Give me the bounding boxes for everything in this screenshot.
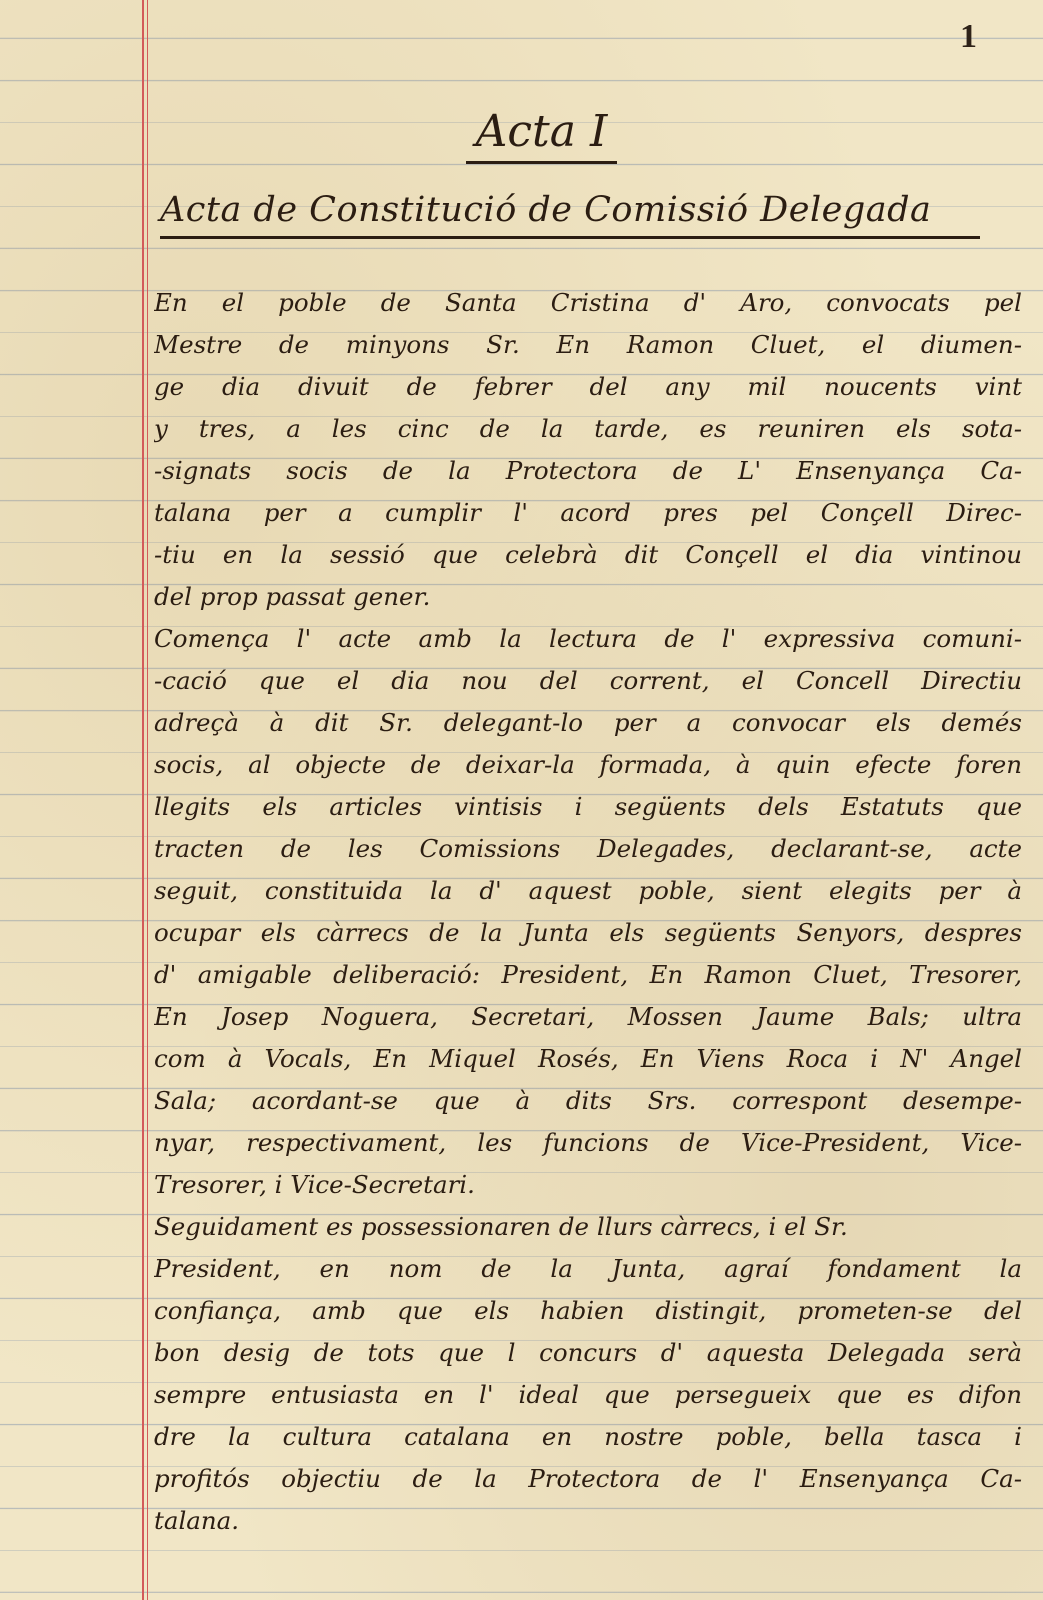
text-line: del prop passat gener. bbox=[154, 582, 431, 611]
text-line: President, en nom de la Junta, agraí fondament la bbox=[154, 1254, 1022, 1283]
text-line: En el poble de Santa Cristina d' Aro, convocats pel bbox=[154, 288, 1022, 317]
text-line: Seguidament es possessionaren de llurs càrrecs, i el Sr. bbox=[154, 1212, 848, 1241]
text-line: bon desig de tots que l concurs d' aquesta Delegada serà bbox=[154, 1338, 1022, 1367]
text-line: seguit, constituida la d' aquest poble, sient elegits per à bbox=[154, 876, 1022, 905]
text-line: com à Vocals, En Miquel Rosés, En Viens Roca i N' Angel bbox=[154, 1044, 1022, 1073]
page-title-text: Acta I bbox=[466, 106, 618, 164]
text-line: Tresorer, i Vice-Secretari. bbox=[154, 1170, 475, 1199]
text-line: tracten de les Comissions Delegades, declarant-se, acte bbox=[154, 834, 1022, 863]
text-line: talana per a cumplir l' acord pres pel Conçell Direc- bbox=[154, 498, 1022, 527]
text-line: adreçà à dit Sr. delegant-lo per a convocar els demés bbox=[154, 708, 1022, 737]
text-line: -signats socis de la Protectora de L' Ensenyança Ca- bbox=[154, 456, 1022, 485]
text-line: nyar, respectivament, les funcions de Vice-President, Vice- bbox=[154, 1128, 1022, 1157]
text-line: profitós objectiu de la Protectora de l' Ensenyança Ca- bbox=[154, 1464, 1022, 1493]
page-number: 1 bbox=[960, 18, 977, 55]
text-line: Sala; acordant-se que à dits Srs. correspont desempe- bbox=[154, 1086, 1022, 1115]
text-line: Comença l' acte amb la lectura de l' expressiva comuni- bbox=[154, 624, 1022, 653]
text-line: confiança, amb que els habien distingit, prometen-se del bbox=[154, 1296, 1022, 1325]
page-subtitle: Acta de Constitució de Comissió Delegada bbox=[160, 190, 980, 239]
text-line: d' amigable deliberació: President, En Ramon Cluet, Tresorer, bbox=[154, 960, 1022, 989]
text-line: sempre entusiasta en l' ideal que persegueix que es difon bbox=[154, 1380, 1022, 1409]
text-line: -cació que el dia nou del corrent, el Concell Directiu bbox=[154, 666, 1022, 695]
text-line: llegits els articles vintisis i següents dels Estatuts que bbox=[154, 792, 1022, 821]
text-line: socis, al objecte de deixar-la formada, à quin efecte foren bbox=[154, 750, 1022, 779]
handwritten-body bbox=[154, 282, 1022, 1542]
text-line: -tiu en la sessió que celebrà dit Conçell el dia vintinou bbox=[154, 540, 1022, 569]
text-line: dre la cultura catalana en nostre poble, bella tasca i bbox=[154, 1422, 1022, 1451]
page-title bbox=[0, 106, 1043, 164]
text-line: En Josep Noguera, Secretari, Mossen Jaume Bals; ultra bbox=[154, 1002, 1022, 1031]
margin-line bbox=[142, 0, 144, 1600]
text-line: Mestre de minyons Sr. En Ramon Cluet, el diumen- bbox=[154, 330, 1022, 359]
text-line: ge dia divuit de febrer del any mil noucents vint bbox=[154, 372, 1022, 401]
text-line: y tres, a les cinc de la tarde, es reuniren els sota- bbox=[154, 414, 1022, 443]
text-line: ocupar els càrrecs de la Junta els següents Senyors, despres bbox=[154, 918, 1022, 947]
margin-line-inner bbox=[147, 0, 148, 1600]
text-line: talana. bbox=[154, 1506, 240, 1535]
